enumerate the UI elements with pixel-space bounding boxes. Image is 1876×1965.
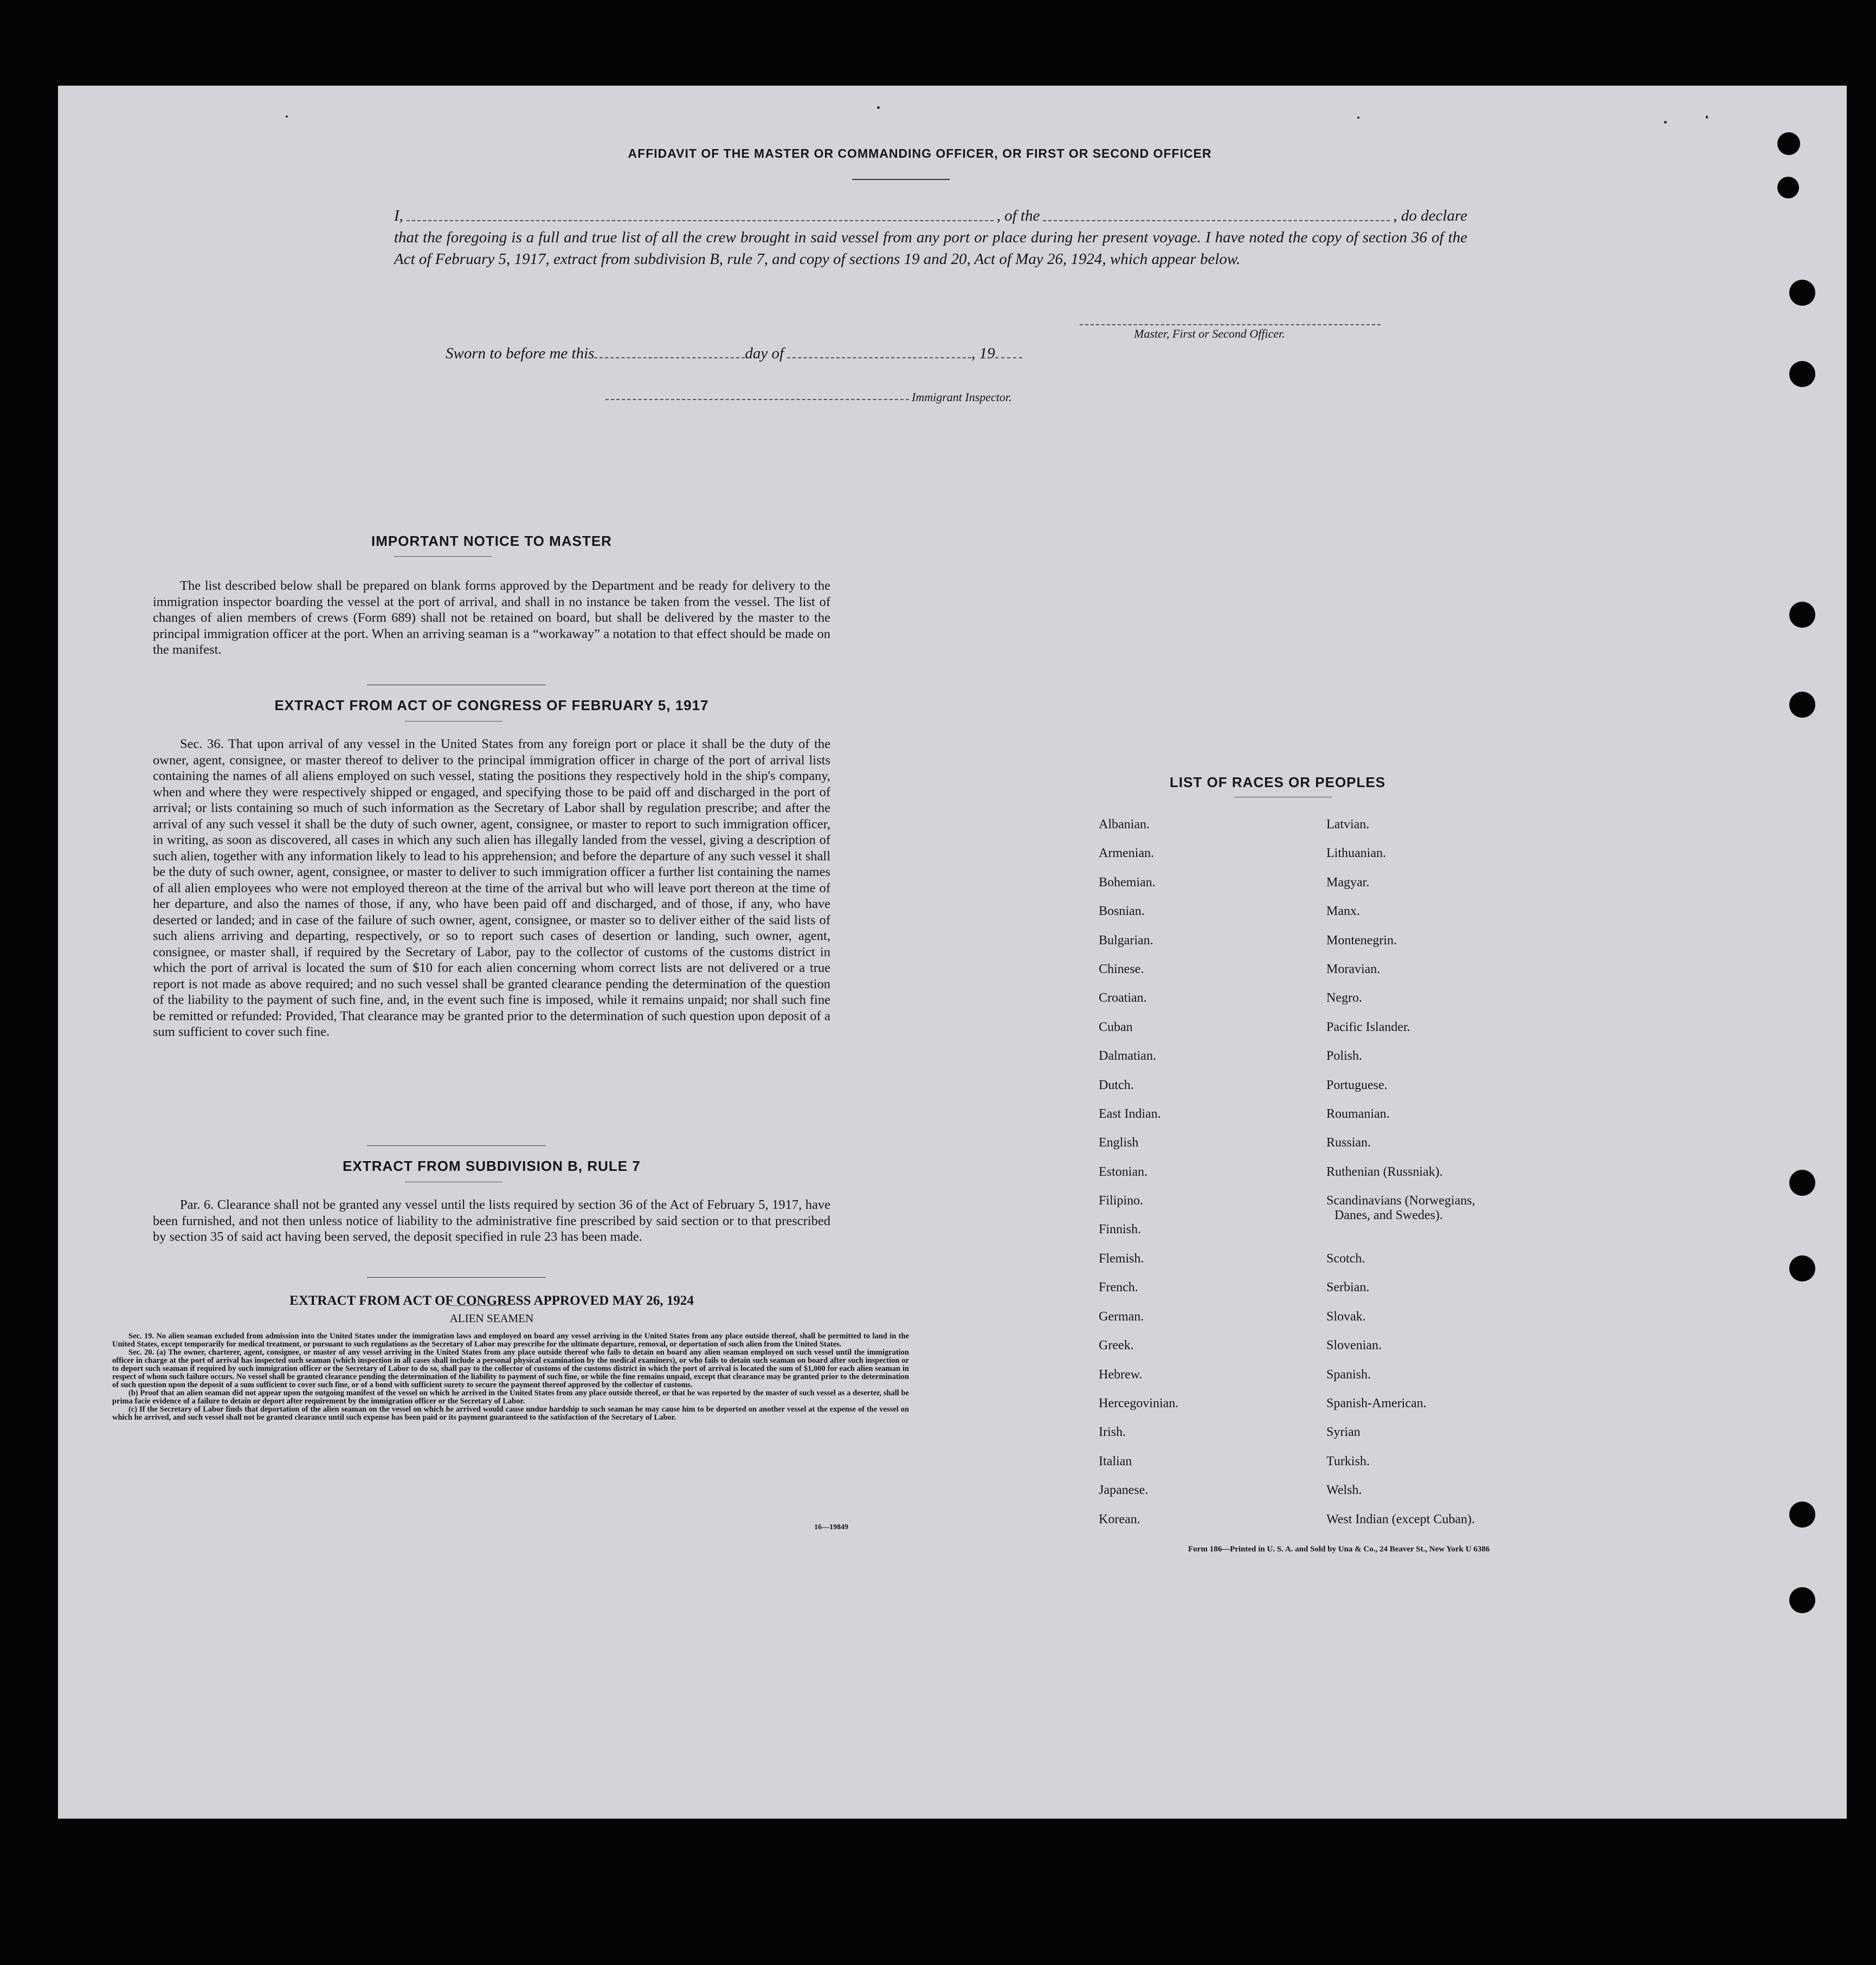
extract-1924-title: EXTRACT FROM ACT OF CONGRESS APPROVED MAY 26, 1924 <box>289 1293 694 1308</box>
races-list <box>1099 817 1587 1541</box>
extract-1917-text: Sec. 36. That upon arrival of any vessel in the United States from any foreign port or place it shall be the duty of the owner, agent, consignee, or master thereof to deliver to the principal immigration officer in charge of the port of arrival lists containing the names of all aliens employed on such vessel, stating the positions they respectively hold in the ship's company, when and where they were respectively shipped or engaged, and specifying those to be paid off and discharged in the port of arrival; or lists containing so much of such information as the Secretary of Labor shall by regulation prescribe; and after the arrival of any such vessel it shall be the duty of such owner, agent, consignee, or master to report to such immigration officer, in writing, as soon as discovered, all cases in which any such alien has illegally landed from the vessel, giving a description of such alien, together with any information likely to lead to his apprehension; and before the departure of any such vessel it shall be the duty of such owner, agent, consignee, or master to deliver to such immigration officer a further list containing the names of all alien employees who were not employed thereon at the time of the arrival but who will leave port thereon at the time of her departure, and also the names of those, if any, who have been paid off and discharged, and of those, if any, who have deserted or landed; and in case of the failure of such owner, agent, consignee, or master so to deliver either of the said lists of such aliens arriving and departing, respectively, or so to report such cases of desertion or landing, such owner, agent, consignee, or master shall, if required by the Secretary of Labor, pay to the collector of customs of the customs district in which the port of arrival is located the sum of $10 for each alien concerning whom correct lists are not delivered or a true report is not made as above required; and no such vessel shall be granted clearance pending the determination of the question of the liability to the payment of such fine, and, in the event such fine is imposed, while it remains unpaid; nor shall such fine be remitted or refunded: Provided, That clearance may be granted prior to the determination of such question upon deposit of a sum sufficient to cover such fine. <box>153 737 830 1039</box>
notice-section <box>153 533 830 550</box>
name-blank[interactable] <box>407 205 994 221</box>
inspector-signature-blank[interactable] <box>605 399 909 400</box>
punch-hole <box>1789 1587 1815 1613</box>
speck <box>1664 121 1667 124</box>
divider <box>448 1305 508 1306</box>
list-item: Chinese. Moravian. <box>1099 962 1381 976</box>
affidavit-declare-label: , do declare <box>1393 207 1467 224</box>
sec-19: Sec. 19. No alien seaman excluded from admission into the United States under the immigration laws and employed on board any vessel arriving in the United States from any place outside thereof, shall be permitted to land in the United States, except temporarily for medical treatment, or pursuant to such regulations as the Secretary of Labor may prescribe for the ultimate departure, removal, or deportation of such alien from the United States. <box>112 1332 909 1349</box>
punch-hole <box>1789 1170 1815 1196</box>
list-item: German. Slovak. <box>1099 1309 1366 1324</box>
list-item: Greek. Slovenian. <box>1099 1338 1382 1353</box>
list-item: Bosnian. Manx. <box>1099 904 1360 919</box>
list-item: Flemish. Scotch. <box>1099 1252 1365 1266</box>
list-item: Hercegovinian. Spanish-American. <box>1099 1396 1427 1411</box>
list-item: Albanian. Latvian. <box>1099 817 1370 832</box>
list-item: Dalmatian. Polish. <box>1099 1049 1363 1064</box>
punch-hole <box>1789 692 1815 718</box>
sworn-day-label: day of <box>745 345 784 362</box>
notice-title: IMPORTANT NOTICE TO MASTER <box>371 533 612 549</box>
divider <box>367 1277 546 1278</box>
sworn-month-blank[interactable] <box>787 357 971 358</box>
sworn-year-blank[interactable] <box>995 357 1022 358</box>
speck <box>877 106 880 109</box>
speck <box>286 115 288 118</box>
list-item: East Indian. Roumanian. <box>1099 1106 1390 1121</box>
punch-hole <box>1777 177 1799 198</box>
printer-footnote: Form 186—Printed in U. S. A. and Sold by Una & Co., 24 Beaver St., New York U 6386 <box>1188 1545 1490 1554</box>
punch-hole <box>1789 361 1815 387</box>
list-item: Estonian. Ruthenian (Russniak). <box>1099 1164 1443 1179</box>
list-item: Cuban Pacific Islander. <box>1099 1020 1410 1034</box>
sec-20b: (b) Proof that an alien seaman did not appear upon the outgoing manifest of the vessel on which he arrived in the United States from any place outside thereof, or that he was reported by the master of such vessel as a deserter, shall be prima facie evidence of a failure to detain or deport after requirement by the immigration officer or the Secretary of Labor. <box>112 1389 909 1406</box>
divider <box>394 556 492 557</box>
affidavit-text: that the foregoing is a full and true list of all the crew brought in said vessel from any port or place during her present voyage. I have noted the copy of section 36 of the Act of February 5, 1917, extract from subdivision B, rule 7, and copy of sections 19 and 20, Act of May 26, 1924, which appear below. <box>394 229 1467 268</box>
affidavit-body <box>394 205 1467 270</box>
affidavit-title: AFFIDAVIT OF THE MASTER OR COMMANDING OFFICER, OR FIRST OR SECOND OFFICER <box>628 146 1212 160</box>
sworn-prefix: Sworn to before me this <box>446 345 595 362</box>
master-label: Master, First or Second Officer. <box>1134 327 1285 340</box>
extract-1917-title: EXTRACT FROM ACT OF CONGRESS OF FEBRUARY 5, 1917 <box>274 697 709 713</box>
document-page <box>58 86 1847 1819</box>
notice-text: The list described below shall be prepared on blank forms approved by the Department and be ready for delivery to the immigration inspector boarding the vessel at the port of arrival, and shall in no instance be taken from the vessel. The list of changes of alien members of crews (Form 689) shall not be retained on board, but shall be delivered by the master to the principal immigration officer at the port. When an arriving seaman is a “workaway” a notation to that effect should be made on the manifest. <box>153 578 830 657</box>
list-item: Dutch. Portuguese. <box>1099 1078 1388 1092</box>
punch-hole <box>1789 1502 1815 1528</box>
races-title: LIST OF RACES OR PEOPLES <box>1169 774 1386 790</box>
extract-rule7-title: EXTRACT FROM SUBDIVISION B, RULE 7 <box>343 1158 641 1174</box>
master-signature-blank[interactable] <box>1080 324 1381 325</box>
list-item: French. Serbian. <box>1099 1280 1370 1295</box>
list-item: Italian Turkish. <box>1099 1454 1370 1468</box>
punch-hole <box>1789 1255 1815 1281</box>
list-item: Japanese. Welsh. <box>1099 1483 1362 1498</box>
extract-1924-subtitle: ALIEN SEAMEN <box>449 1312 534 1325</box>
list-item: Filipino. Scandinavians (Norwegians, <box>1099 1194 1475 1208</box>
affidavit-of-the-label: , of the <box>996 207 1040 224</box>
list-item: Croatian. Negro. <box>1099 991 1362 1006</box>
list-item: Finnish. Danes, and Swedes). <box>1099 1208 1443 1237</box>
extract-rule7-text: Par. 6. Clearance shall not be granted any vessel until the lists required by section 36 of the Act of February 5, 1917, have been furnished, and not then unless notice of liability to the administrative fine prescribed by said section or to that prescribed by section 35 of said act having been served, the deposit specified in rule 23 has been made. <box>153 1197 830 1244</box>
list-item: Korean. West Indian (except Cuban). <box>1099 1512 1475 1526</box>
extract-1924-text <box>112 1332 909 1422</box>
divider <box>852 179 950 180</box>
punch-hole <box>1789 280 1815 306</box>
list-item: English Russian. <box>1099 1136 1371 1150</box>
speck <box>1706 115 1708 119</box>
vessel-blank[interactable] <box>1043 205 1390 221</box>
sec-20a: Sec. 20. (a) The owner, charterer, agent, consignee, or master of any vessel arriving in the United States from any place outside thereof who fails to detain on board any alien seaman employed on such vessel until the immigration officer in charge at the port of arrival has inspected such seaman (which inspection in all cases shall include a personal physical examination by the medical examiners), or who fails to detain such seaman on board after such inspection or to deport such seaman if required by such immigration officer or the Secretary of Labor to do so, shall pay to the collector of customs of the customs district in which the port of arrival is located the sum of $1,000 for each alien seaman in respect of whom such failure occurs. No vessel shall be granted clearance pending the determination of the liability to payment of such fine, or while the fine remains unpaid, except that clearance may be granted prior to the determination of such question upon the deposit of a sum sufficient to cover such fine, or of a bond with sufficient surety to secure the payment thereof approved by the collector of customs. <box>112 1348 909 1389</box>
punch-hole <box>1789 602 1815 628</box>
sworn-day-blank[interactable] <box>594 357 745 358</box>
list-item: Bulgarian. Montenegrin. <box>1099 933 1397 948</box>
list-item: Irish. Syrian <box>1099 1425 1361 1440</box>
affidavit-i-label: I, <box>394 207 403 224</box>
list-item: Bohemian. Magyar. <box>1099 875 1370 890</box>
sworn-line <box>446 345 1022 363</box>
form-code: 16—19849 <box>814 1523 848 1531</box>
list-item: Hebrew. Spanish. <box>1099 1367 1371 1382</box>
divider <box>367 1145 546 1146</box>
inspector-label: Immigrant Inspector. <box>912 390 1012 404</box>
list-item: Armenian. Lithuanian. <box>1099 846 1386 861</box>
sec-20c: (c) If the Secretary of Labor finds that deportation of the alien seaman on the vessel on which he arrived would cause undue hardship to such seaman he may cause him to be deported on another vessel at the expense of the vessel on which he arrived, and such vessel shall not be granted clearance until such expense has been paid or its payment guaranteed to the satisfaction of the Secretary of Labor. <box>112 1405 909 1422</box>
sworn-year-label: , 19 <box>971 345 995 362</box>
speck <box>1357 117 1359 119</box>
